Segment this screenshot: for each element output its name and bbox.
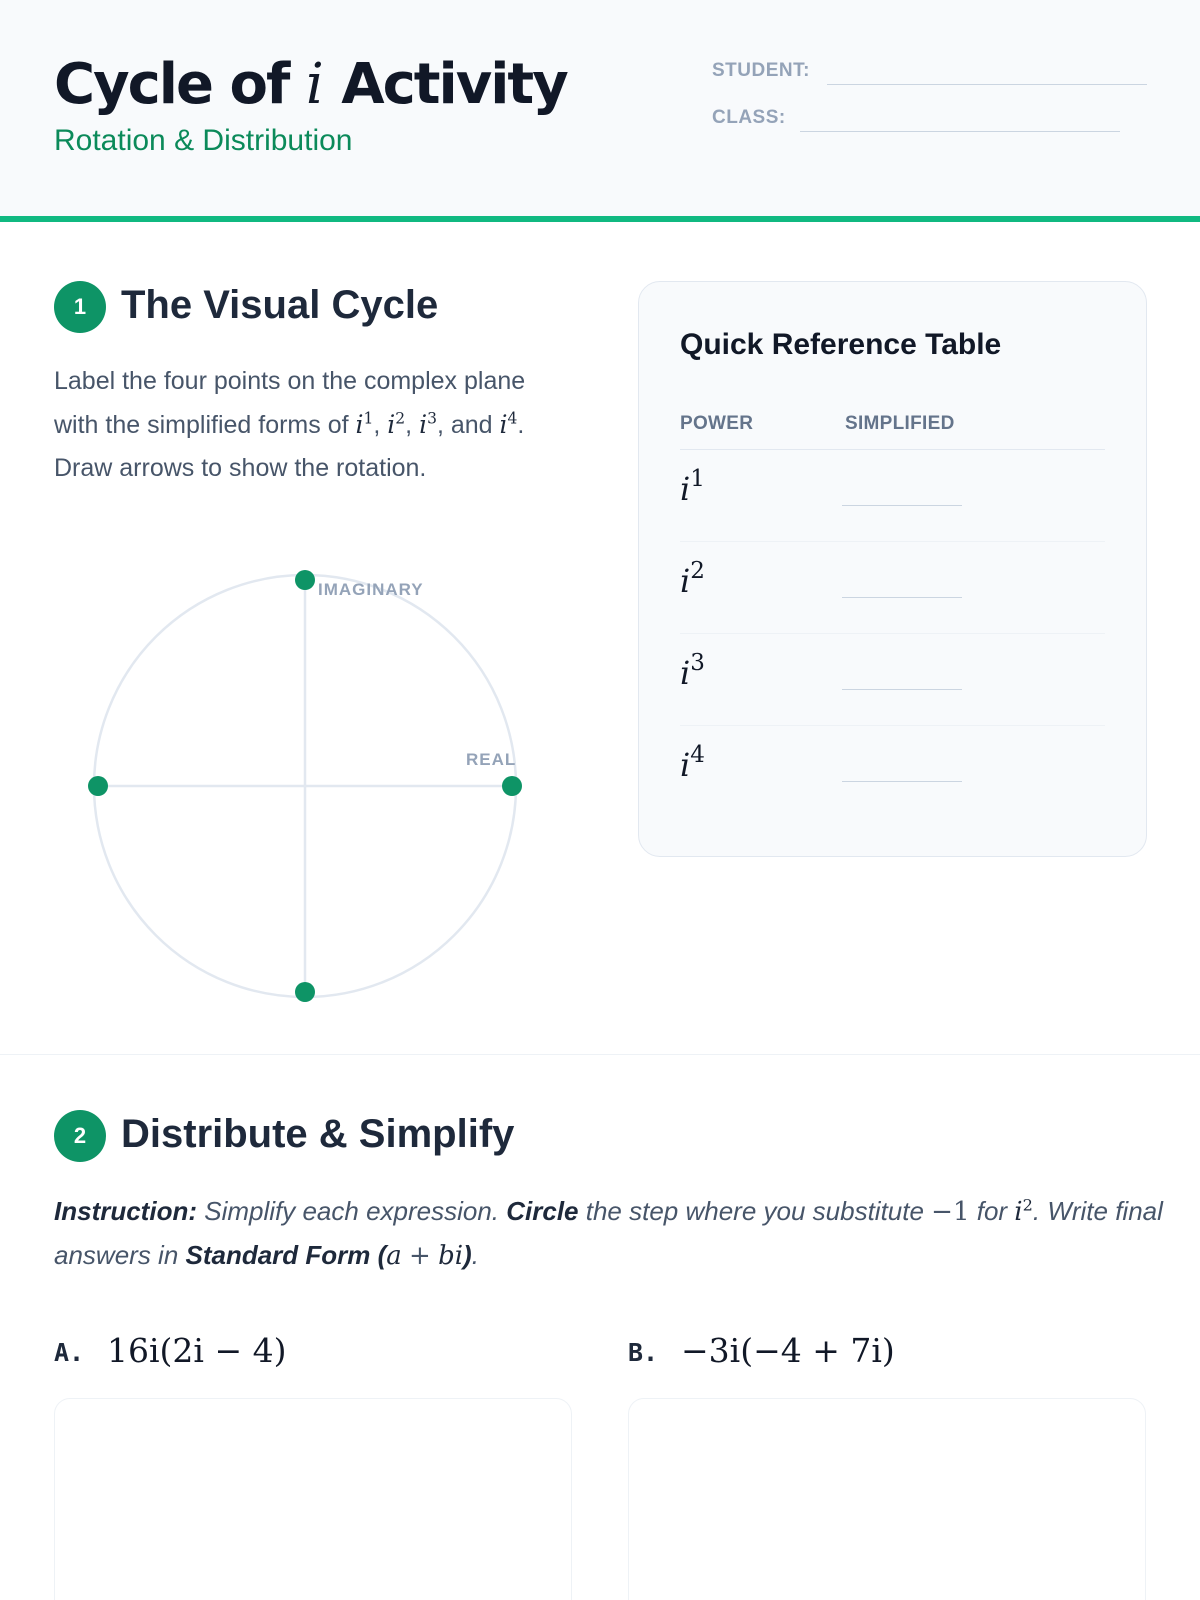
page-subtitle: Rotation & Distribution xyxy=(54,124,353,157)
problem-a-label: A. xyxy=(54,1338,85,1367)
problem-b-expression: −3i(−4 + 7i) xyxy=(681,1331,895,1370)
problem-a-expression: 16i(2i − 4) xyxy=(107,1331,287,1370)
table-row xyxy=(680,542,1105,634)
section1-description: Label the four points on the complex plane with the simplified forms of $i^1$, $i^2$, $i^3$, and $i^4$. Draw arrows to show the rotation. xyxy=(54,367,526,482)
class-label: CLASS: xyxy=(712,107,786,128)
section-title-distribute: Distribute & Simplify xyxy=(121,1112,515,1156)
quick-reference-card xyxy=(638,281,1147,857)
point-top xyxy=(295,570,315,590)
answer-blank[interactable] xyxy=(842,781,962,782)
power-cell: $i^2$ xyxy=(680,558,705,600)
point-right xyxy=(502,776,522,796)
power-cell: $i^1$ xyxy=(680,466,705,508)
section-title-visual-cycle: The Visual Cycle xyxy=(121,283,439,327)
answer-blank[interactable] xyxy=(842,505,962,506)
table-row xyxy=(680,450,1105,542)
reference-table-title: Quick Reference Table xyxy=(680,328,1002,361)
section-divider xyxy=(0,1054,1200,1055)
student-label: STUDENT: xyxy=(712,60,810,81)
section2-instruction: Instruction: Simplify each expression. Circle the step where you substitute −1 for $i^2$. Write final answers in Standard Form (a + bi). xyxy=(54,1195,1163,1271)
column-header-simplified: SIMPLIFIED xyxy=(845,413,955,434)
imaginary-axis-label: IMAGINARY xyxy=(318,580,424,599)
real-axis-label: REAL xyxy=(466,750,517,769)
section-number-badge: 2 xyxy=(54,1110,106,1162)
problem-b-work-area[interactable] xyxy=(628,1398,1146,1600)
point-left xyxy=(88,776,108,796)
section-number-badge: 1 xyxy=(54,281,106,333)
point-bottom xyxy=(295,982,315,1002)
answer-blank[interactable] xyxy=(842,689,962,690)
table-row xyxy=(680,726,1105,818)
power-cell: $i^3$ xyxy=(680,650,705,692)
power-cell: $i^4$ xyxy=(680,742,705,784)
problem-b-label: B. xyxy=(628,1338,659,1367)
column-header-power: POWER xyxy=(680,413,754,434)
page-title: Cycle of i Activity xyxy=(54,52,567,117)
table-row xyxy=(680,634,1105,726)
answer-blank[interactable] xyxy=(842,597,962,598)
problem-a-work-area[interactable] xyxy=(54,1398,572,1600)
